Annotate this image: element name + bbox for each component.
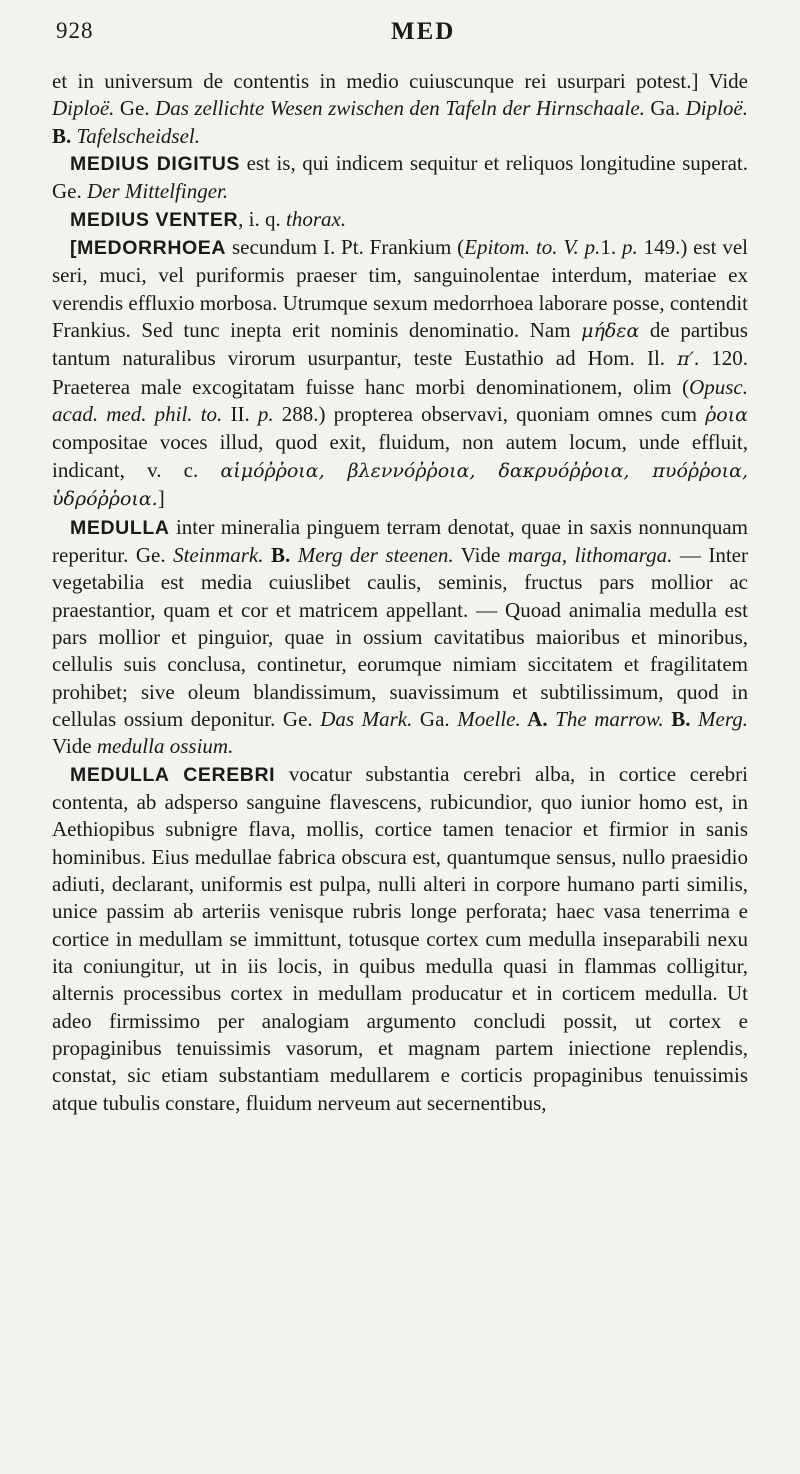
entry-text: . 120. Praeterea male excogitatam fuisse hanc morbi denominationem, olim ( bbox=[52, 346, 749, 399]
running-head: MED bbox=[391, 18, 456, 45]
greek-term: αἱμόῤῥοια, βλεννόῤῥοια, δακρυόῤῥοια, πυόῤῥοια, ὑδρόῤῥοια. bbox=[52, 459, 748, 511]
greek-term: ῥοια bbox=[705, 404, 749, 427]
language-label: Ga. bbox=[412, 706, 458, 731]
entry-text: ] bbox=[157, 486, 165, 511]
entry-text: Vide bbox=[453, 542, 508, 567]
french-term: Moelle. bbox=[457, 706, 521, 731]
german-term: Das Mark. bbox=[320, 706, 413, 731]
dictionary-text bbox=[52, 68, 748, 1117]
dutch-term: Merg der steenen. bbox=[297, 542, 454, 567]
entry-medulla-cerebri bbox=[52, 761, 748, 1117]
page-header bbox=[56, 18, 748, 58]
entry-text: 288.) propterea observavi, quoniam omnes cum bbox=[273, 402, 706, 427]
entry-headword: MEDULLA CEREBRI bbox=[70, 763, 276, 786]
french-term: Diploë. bbox=[685, 96, 748, 121]
entry-text: 1. bbox=[600, 235, 622, 260]
entry-text: Vide bbox=[52, 734, 97, 759]
entry-text: compositae voces illud, quod exit, fluidum, non autem locum, unde effluit, indicant, v. c. bbox=[52, 430, 748, 482]
entry-text: secundum I. Pt. Frankium ( bbox=[226, 235, 465, 260]
citation: p. bbox=[621, 235, 638, 260]
entry-headword: MEDIUS DIGITUS bbox=[70, 153, 241, 176]
citation: Epitom. to. V. p. bbox=[464, 235, 601, 260]
entry-continuation bbox=[52, 68, 748, 150]
greek-term: μήδεα bbox=[581, 320, 640, 343]
entry-text: et in universum de contentis in medio cuiuscunque rei usurpari potest.] Vide bbox=[52, 69, 748, 93]
german-term: Der Mittelfinger. bbox=[87, 179, 229, 204]
dutch-term: Merg. bbox=[698, 706, 748, 731]
entry-text: de partibus tantum naturalibus virorum usurpantur, teste Eustathio ad Hom. Il. bbox=[52, 318, 748, 371]
cross-reference: Diploë. bbox=[52, 96, 115, 121]
entry-text: — Inter vegetabilia est media cuiuslibet caulis, seminis, fructus pars mollior ac praestantior, quam et cor et matricem appellant. — Quoad animalia medulla est pars mollior et pinguior, quae in ossium cavitatibus maioribus et minoribus, cellulis suis conclusa, continetur, eorumque nimiam siccitatem et fragilitatem prohibet; sive oleum blandissimum, suavissimum et subtilissimum, quod in cellulas ossium deponitur. Ge. bbox=[52, 542, 748, 731]
entry-medulla bbox=[52, 514, 748, 761]
german-term: Steinmark. bbox=[173, 542, 264, 567]
page-number: 928 bbox=[56, 18, 94, 43]
entry-text: vocatur substantia cerebri alba, in cortice cerebri contenta, ab adsperso sanguine flavescens, rubicundior, quo iunior homo est, in Aethiopibus subnigre flava, mollis, cortice tamen tenacior et firmior in sanis hominibus. Eius medullae fabrica obscura est, quantumque sensus, nullo praesidio adiuti, declarant, uniformis est pulpa, nulli alteri in corpore humano parti similis, unice passim ab arteriis venisque rubris longe perforata; haec vasa tenerrima e cortice in medullam se immittunt, totusque cortex cum medulla inseparabili nexu ita coniungitur, ut in iis locis, in quibus medulla quasi in flammas colligitur, alternis processibus cortex in medullam producatur et in corticem medulla. Ut adeo firmissimo per analogiam argumento concludi possit, ut cortex e propaginibus tenuissimis vasorum, et magnam partem iniectione replendis, constat, sic etiam substantiam medullarem e corticis propaginibus tenuissimis atque tubulis constare, fluidum nerveum aut secernentibus, bbox=[52, 761, 748, 1115]
entry-medius-digitus bbox=[52, 150, 748, 206]
cross-reference: thorax. bbox=[286, 206, 347, 231]
entry-text: 149.) est vel seri, muci, vel puriformis praeser tim, sanguinolentae interdum, materiae ex verendis effluxio morbosa. Utrumque sexum medorrhoea laborare posse, contendit Frankius. Sed tunc inepta erit nominis denominatio. Nam bbox=[52, 235, 748, 343]
entry-headword: MEDIUS VENTER bbox=[70, 208, 239, 231]
entry-medius-venter bbox=[52, 206, 748, 234]
language-label: A. bbox=[520, 706, 556, 731]
english-term: The marrow. bbox=[555, 706, 664, 731]
language-label: B. bbox=[663, 706, 699, 731]
language-label: Ge. bbox=[114, 96, 156, 121]
entry-text: inter mineralia pinguem terram denotat, quae in saxis nonnunquam reperitur. Ge. bbox=[52, 514, 748, 567]
entry-headword: MEDULLA bbox=[70, 516, 170, 539]
entry-text: est is, qui indicem sequitur et reliquos longitudine superat. Ge. bbox=[52, 151, 748, 204]
german-term: Das zellichte Wesen zwischen den Tafeln der Hirnschaale. bbox=[155, 96, 645, 121]
entry-text: , i. q. bbox=[238, 206, 286, 231]
language-label: B. bbox=[52, 123, 77, 148]
entry-text: II. bbox=[222, 402, 258, 427]
entry-headword: [MEDORRHOEA bbox=[70, 237, 227, 260]
entry-medorrhoea bbox=[52, 234, 748, 513]
greek-term: π′ bbox=[677, 348, 694, 371]
dutch-term: Tafelscheidsel. bbox=[76, 123, 200, 148]
cross-reference: medulla ossium. bbox=[96, 734, 234, 759]
cross-reference: marga, lithomarga. bbox=[507, 542, 673, 567]
language-label: Ga. bbox=[644, 96, 686, 121]
language-label: B. bbox=[263, 542, 298, 567]
citation: Opusc. acad. med. phil. to. bbox=[52, 374, 748, 427]
citation: p. bbox=[257, 402, 274, 427]
